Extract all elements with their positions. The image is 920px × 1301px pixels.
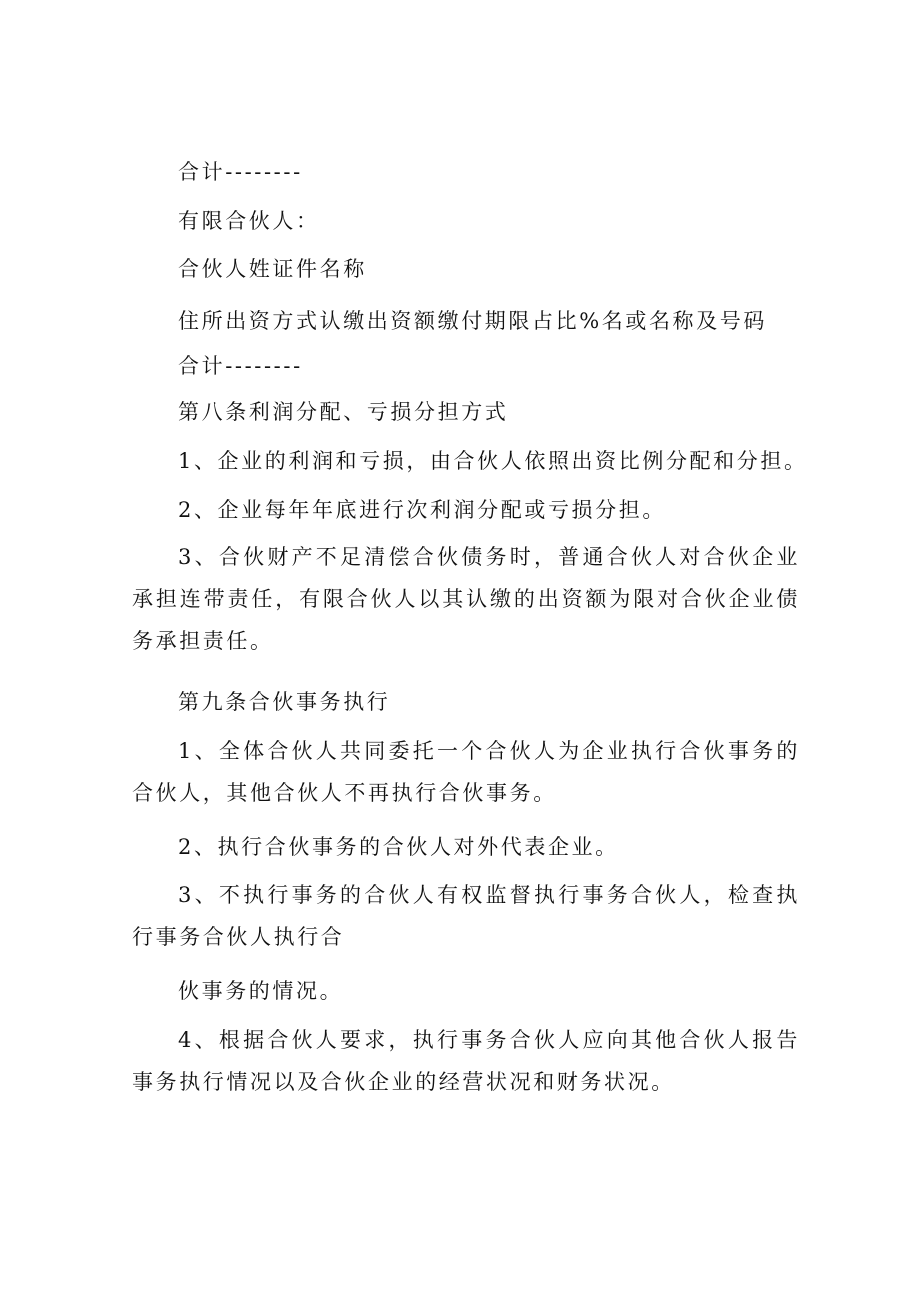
article-9-item-4: 4、根据合伙人要求，执行事务合伙人应向其他合伙人报告事务执行情况以及合伙企业的经营状况和财务状况。 [132,1028,800,1094]
article-9-heading: 第九条合伙事务执行 [178,690,391,714]
table-header-line-1: 合伙人姓证件名称 [178,257,367,281]
table-header-line-2: 住所出资方式认缴出资额缴付期限占比%名或名称及号码 [178,309,767,333]
article-9-item-3-continued: 伙事务的情况。 [178,979,344,1003]
total-line-1: 合计-------- [178,160,303,184]
article-8-item-2: 2、企业每年年底进行次利润分配或亏损分担。 [178,498,666,522]
article-8-item-1: 1、企业的利润和亏损，由合伙人依照出资比例分配和分担。 [178,449,808,473]
limited-partner-heading: 有限合伙人： [178,209,320,233]
article-9-item-3: 3、不执行事务的合伙人有权监督执行事务合伙人，检查执行事务合伙人执行合 [132,883,800,949]
article-9-item-2: 2、执行合伙事务的合伙人对外代表企业。 [178,835,619,859]
article-8-heading: 第八条利润分配、亏损分担方式 [178,400,509,424]
article-8-item-3: 3、合伙财产不足清偿合伙债务时，普通合伙人对合伙企业承担连带责任，有限合伙人以其认缴的出资额为限对合伙企业债务承担责任。 [132,545,800,653]
article-9-item-1: 1、全体合伙人共同委托一个合伙人为企业执行合伙事务的合伙人，其他合伙人不再执行合伙事务。 [132,739,800,805]
total-line-2: 合计-------- [178,354,303,378]
